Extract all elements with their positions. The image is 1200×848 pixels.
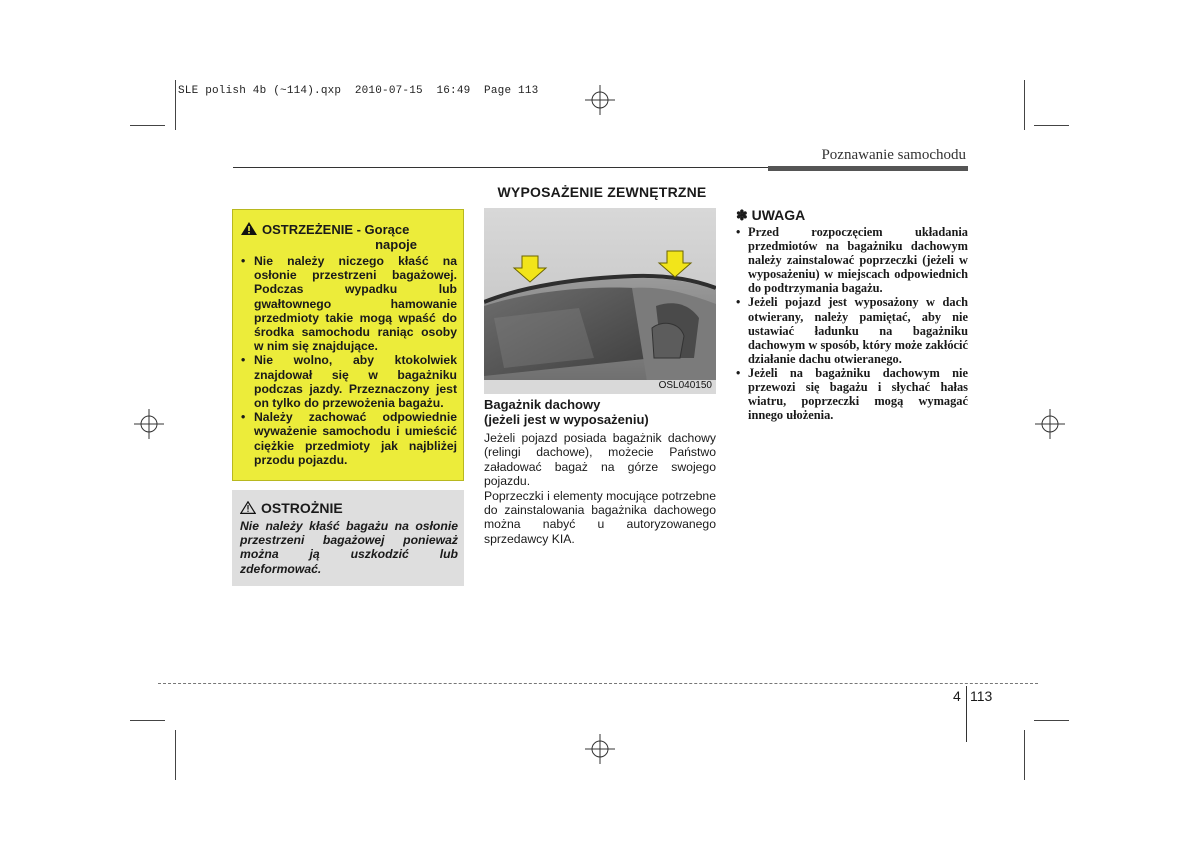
caption-line-1: Bagażnik dachowy (484, 397, 601, 412)
crop-mark (1034, 720, 1069, 721)
crop-mark (130, 125, 165, 126)
list-item: • Przed rozpoczęciem układania przedmiotów na bagażniku dachowym należy zainstalować poprzeczki (jeżeli w wyposażeniu) w miejscach odpowiednich do podtrzymania bagażu. (736, 225, 968, 295)
crop-mark (1024, 730, 1025, 780)
warning-title-line1: OSTRZEŻENIE - Gorące (262, 222, 410, 237)
figure-caption (484, 397, 716, 427)
warning-icon (241, 222, 257, 235)
caution-text: Nie należy kłaść bagażu na osłonie przestrzeni bagażowej ponieważ można ją uszkodzić lub zdeformować. (240, 519, 458, 576)
roof-rack-photo (484, 208, 716, 394)
caution-box (232, 490, 464, 586)
roof-rack-text (484, 431, 716, 546)
list-item: • Nie wolno, aby ktokolwiek znajdował się w bagażniku podczas jazdy. Przeznaczony jest on tylko do przewożenia bagażu. (239, 353, 457, 410)
caption-line-2: (jeżeli jest w wyposażeniu) (484, 412, 649, 427)
crop-mark (175, 730, 176, 780)
notice-list (736, 225, 968, 422)
warning-title (241, 222, 455, 252)
list-item: • Jeżeli na bagażniku dachowym nie przewozi się bagażu i słychać hałas wiatru, poprzeczki mogą wymagać innego ułożenia. (736, 366, 968, 422)
print-slug: SLE polish 4b (~114).qxp 2010-07-15 16:49 Page 113 (178, 85, 539, 97)
car-roof-illustration (484, 208, 716, 394)
footer-rule (158, 683, 1038, 684)
crop-mark (130, 720, 165, 721)
caution-title-text: OSTROŻNIE (261, 500, 343, 516)
list-item: • Nie należy niczego kłaść na osłonie przestrzeni bagażowej. Podczas wypadku lub gwałtownego hamowanie przedmioty takie mogą wpaść do środka samochodu raniąc osoby w nim się znajdujące. (239, 254, 457, 353)
registration-mark-icon (134, 409, 164, 439)
list-item: • Jeżeli pojazd jest wyposażony w dach otwierany, należy pamiętać, aby nie ustawiać ładunku na bagażniku dachowym w sposób, który może zakłócić działanie dachu otwieranego. (736, 295, 968, 365)
registration-mark-icon (1035, 409, 1065, 439)
chapter-number: 4 (953, 688, 961, 704)
figure-code: OSL040150 (658, 380, 712, 391)
page-number: 113 (970, 688, 993, 704)
notice-title: ✽ UWAGA (736, 207, 806, 223)
registration-mark-icon (585, 85, 615, 115)
caution-icon (240, 501, 256, 514)
crop-mark (1024, 80, 1025, 130)
page-number-separator (966, 686, 967, 742)
crop-mark (1034, 125, 1069, 126)
header-band (768, 166, 968, 171)
paragraph: Poprzeczki i elementy mocujące potrzebne do zainstalowania bagażnika dachowego można nabyć u autoryzowanego sprzedawcy KIA. (484, 488, 716, 546)
paragraph: Jeżeli pojazd posiada bagażnik dachowy (relingi dachowe), możecie Państwo załadować bagaż na górze swojego pojazdu. (484, 431, 716, 489)
page-title: WYPOSAŻENIE ZEWNĘTRZNE (497, 184, 707, 200)
warning-title-line2: napoje (375, 237, 417, 252)
caution-title (240, 500, 343, 516)
section-header: Poznawanie samochodu (821, 147, 966, 163)
list-item: • Należy zachować odpowiednie wyważenie samochodu i umieścić ciężkie przedmioty jak najbliżej przodu pojazdu. (239, 410, 457, 467)
warning-list (239, 254, 457, 467)
registration-mark-icon (585, 734, 615, 764)
crop-mark (175, 80, 176, 130)
warning-box (232, 209, 464, 481)
